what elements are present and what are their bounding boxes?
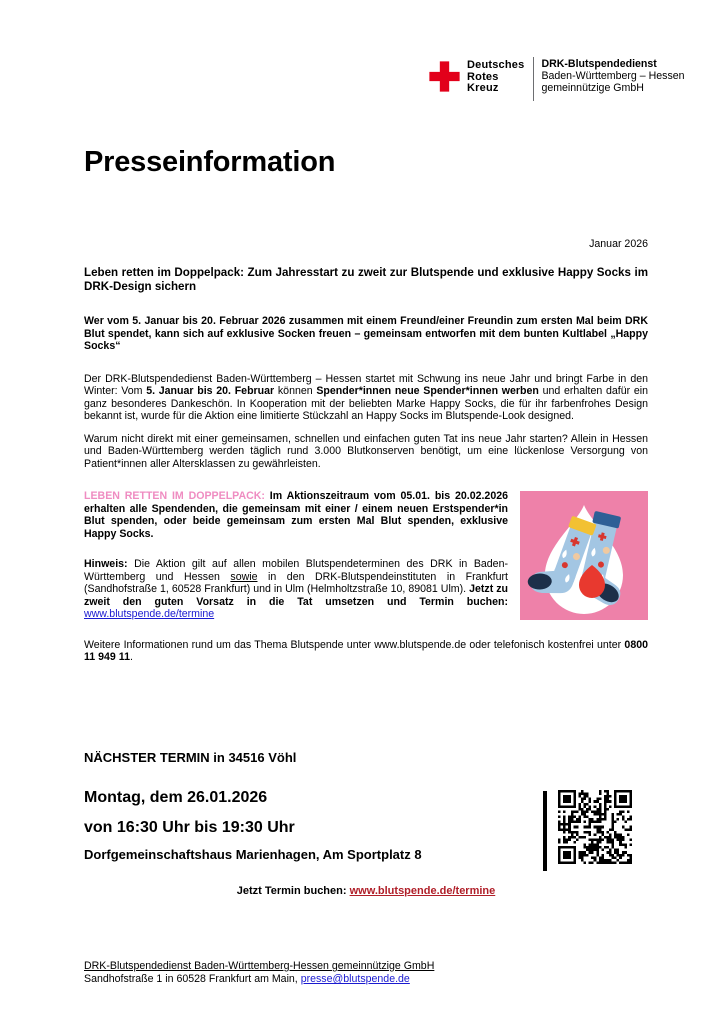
logo-dept-line3: gemeinnützige GmbH bbox=[541, 82, 644, 94]
document-date: Januar 2026 bbox=[589, 238, 648, 250]
appointment-block bbox=[84, 750, 544, 862]
paragraph-1-text: und erhalten dafür ein ganz besonderes Dankeschön. In Kooperation mit der beliebten Marke Happy Socks, die für ihr farbenfrohes Design bekannt ist, wurde für die Aktion eine limitierte Stückzahl an Happy Socks im Blutspende-Look designed. bbox=[84, 385, 648, 422]
footer bbox=[84, 960, 648, 986]
happy-socks-image bbox=[520, 491, 648, 620]
qr-divider-bar bbox=[543, 791, 547, 871]
hinweis-underline-sowie: sowie bbox=[230, 570, 258, 583]
hinweis-bold-cta: Jetzt zu zweit den guten Vorsatz in die Tat umsetzen und Termin buchen: bbox=[84, 583, 508, 608]
info-text: Weitere Informationen rund um das Thema Blutspende unter www.blutspende.de oder telefonisch kostenfrei unter bbox=[84, 638, 625, 651]
appointment-time: von 16:30 Uhr bis 19:30 Uhr bbox=[84, 819, 295, 836]
promo-text: Im Aktionszeitraum vom 05.01. bis 20.02.2026 erhalten alle Spendenden, die gemeinsam mit einer / einem neuen Erstspender*in Blut spenden, oder beide gemeinsam zum ersten Mal Blut spenden, exklusive Happy Socks. bbox=[84, 490, 508, 540]
appointment-date: Montag, dem 26.01.2026 bbox=[84, 789, 268, 806]
document-title: Presseinformation bbox=[84, 146, 336, 178]
footer-company: DRK-Blutspendedienst Baden-Württemberg-Hessen gemeinnützige GmbH bbox=[84, 960, 435, 972]
qr-code bbox=[558, 790, 632, 864]
logo-dept-line2: Baden-Württemberg – Hessen bbox=[541, 70, 685, 82]
logo-org-name bbox=[467, 55, 524, 95]
paragraph-1-text: können bbox=[274, 385, 317, 397]
paragraph-2: Warum nicht direkt mit einer gemeinsamen, schnellen und einfachen guten Tat ins neue Jahr starten? Allein in Hessen und Baden-Württemberg werden täglich rund 3.000 Blutkonserven benötigt, um eine lückenlose Versorgung von Patient*innen aller Altersklassen zu gewährleisten. bbox=[84, 432, 648, 470]
hinweis-text: Die Aktion gilt auf allen mobilen Blutspendeterminen des DRK in Baden-Württemberg und Hessen bbox=[84, 558, 508, 583]
promo-lead-pink: LEBEN RETTEN IM DOPPELPACK: bbox=[84, 490, 265, 502]
logo-dept-name bbox=[541, 55, 684, 94]
body-text bbox=[84, 266, 648, 664]
hinweis-text: in den DRK-Blutspendeinstituten in Frankfurt (Sandhofstraße 1, 60528 Frankfurt) und in Ulm (Helmholtzstraße 10, 89081 Ulm). bbox=[84, 570, 508, 595]
press-email-link[interactable]: presse@blutspende.de bbox=[300, 973, 410, 985]
promo-section bbox=[84, 490, 648, 621]
logo-org-line1: Deutsches bbox=[467, 59, 525, 71]
info-paragraph bbox=[84, 639, 648, 664]
logo-dept-line1: DRK-Blutspendedienst bbox=[541, 58, 657, 70]
logo-org-line2: Rotes bbox=[467, 70, 499, 83]
logo-divider bbox=[533, 57, 534, 101]
paragraph-1-bold-dates: 5. Januar bis 20. Februar bbox=[146, 385, 275, 397]
termine-link-blue[interactable]: www.blutspende.de/termine bbox=[84, 608, 215, 620]
paragraph-1 bbox=[84, 373, 648, 423]
cta-line bbox=[84, 885, 648, 897]
footer-address: Sandhofstraße 1 in 60528 Frankfurt am Main, bbox=[84, 973, 301, 985]
intro-paragraph: Wer vom 5. Januar bis 20. Februar 2026 zusammen mit einem Freund/einer Freundin zum ersten Mal beim DRK Blut spendet, kann sich auf exklusive Socken freuen – gemeinsam entworfen mit dem bunten Kultlabel „Happy Socks“ bbox=[84, 315, 648, 352]
drk-logo bbox=[428, 55, 685, 101]
logo-org-line3: Kreuz bbox=[467, 82, 499, 94]
appointment-location: Dorfgemeinschaftshaus Marienhagen, Am Sportplatz 8 bbox=[84, 847, 422, 862]
paragraph-1-bold-campaign: Spender*innen neue Spender*innen werben bbox=[316, 385, 539, 397]
headline: Leben retten im Doppelpack: Zum Jahresstart zu zweit zur Blutspende und exklusive Happy Socks im DRK-Design sichern bbox=[84, 266, 648, 293]
appointment-heading: NÄCHSTER TERMIN in 34516 Vöhl bbox=[84, 750, 297, 765]
hinweis-label: Hinweis: bbox=[84, 558, 128, 570]
paragraph-1-text: Der DRK-Blutspendedienst Baden-Württemberg – Hessen startet mit Schwung ins neue Jahr und bringt Farbe in den Winter: Vom bbox=[84, 372, 648, 397]
hotline-number: 0800 11 949 11 bbox=[84, 638, 648, 663]
cta-label: Jetzt Termin buchen: bbox=[236, 885, 350, 897]
red-cross-icon bbox=[428, 58, 461, 100]
termine-link-red[interactable]: www.blutspende.de/termine bbox=[349, 885, 496, 897]
info-text: . bbox=[129, 651, 133, 663]
